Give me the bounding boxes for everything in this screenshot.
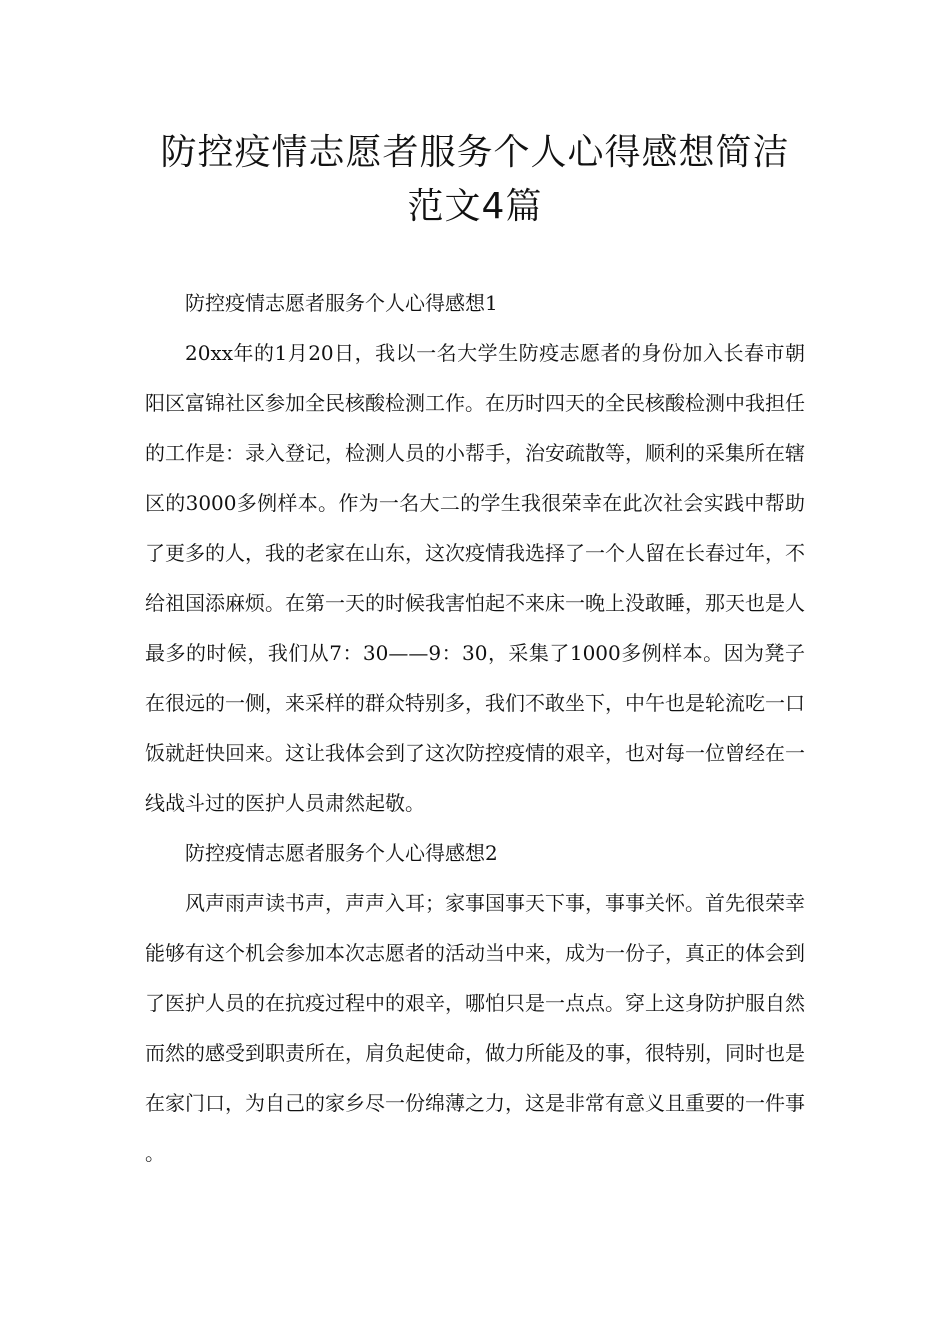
document-title-line-2: 范文4篇 <box>407 186 543 227</box>
section-heading-2: 防控疫情志愿者服务个人心得感想2 <box>185 841 498 865</box>
document-title <box>120 126 830 234</box>
section-paragraph-2: 风声雨声读书声，声声入耳；家事国事天下事，事事关怀。首先很荣幸能够有这个机会参加本次志愿者的活动当中来，成为一份子，真正的体会到了医护人员的在抗疫过程中的艰辛，哪怕只是一点点。穿上这身防护服自然而然的感受到职责所在，肩负起使命，做力所能及的事，很特别，同时也是在家门口，为自己的家乡尽一份绵薄之力，这是非常有意义且重要的一件事 。 <box>145 891 805 1165</box>
document-body <box>145 278 805 1178</box>
document-title-line-1: 防控疫情志愿者服务个人心得感想简洁 <box>160 132 790 173</box>
section-heading-1: 防控疫情志愿者服务个人心得感想1 <box>185 291 498 315</box>
section-paragraph-1: 20xx年的1月20日，我以一名大学生防疫志愿者的身份加入长春市朝阳区富锦社区参加全民核酸检测工作。在历时四天的全民核酸检测中我担任的工作是：录入登记，检测人员的小帮手，治安疏散等，顺利的采集所在辖区的3000多例样本。作为一名大二的学生我很荣幸在此次社会实践中帮助了更多的人，我的老家在山东，这次疫情我选择了一个人留在长春过年，不给祖国添麻烦。在第一天的时候我害怕起不来床一晚上没敢睡，那天也是人最多的时候，我们从7：30——9：30，采集了1000多例样本。因为凳子在很远的一侧，来采样的群众特别多，我们不敢坐下，中午也是轮流吃一口饭就赶快回来。这让我体会到了这次防控疫情的艰辛，也对每一位曾经在一线战斗过的医护人员肃然起敬。 <box>145 341 805 815</box>
